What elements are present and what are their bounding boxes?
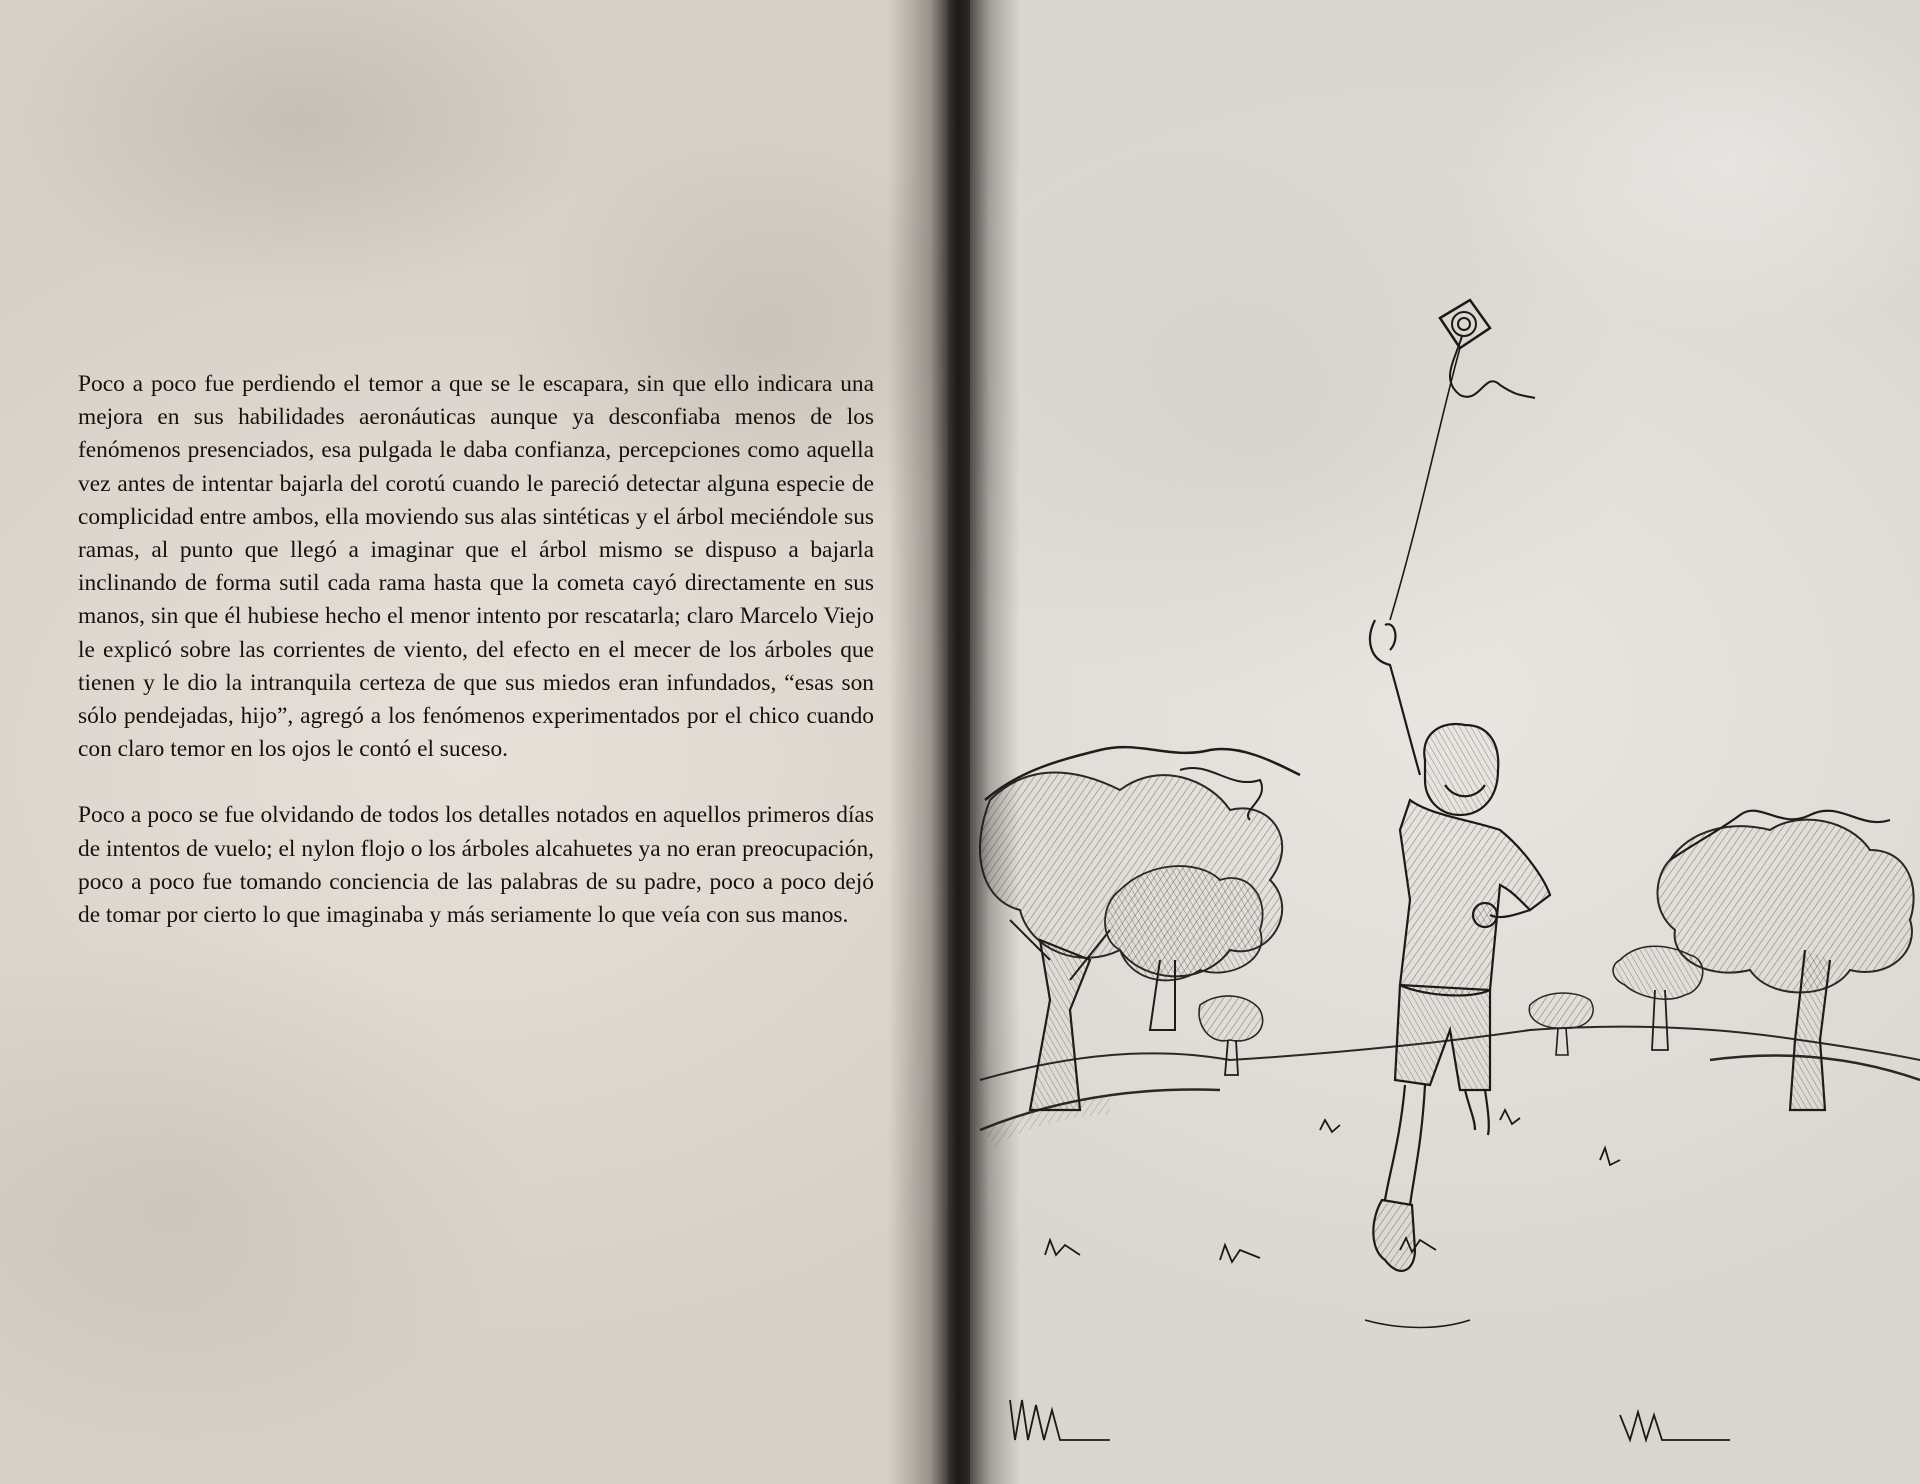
- boy: [1365, 620, 1550, 1328]
- book-gutter: [948, 0, 970, 1484]
- kite-boy-illustration: [970, 0, 1920, 1484]
- right-page: [970, 0, 1920, 1484]
- hills: [980, 1027, 1920, 1140]
- grass-tufts: [1010, 1110, 1730, 1440]
- right-trees: [1529, 811, 1913, 1110]
- paragraph-1: Poco a poco fue perdiendo el temor a que se le escapara, sin que ello indicara una mejora en sus habilidades aeronáuticas aunque ya desconfiaba menos de los fenómenos presenciados, esa pulgada le daba confianza, percepciones como aquella vez antes de intentar bajarla del corotú cuando le pareció detectar alguna especie de complicidad entre ambos, ella moviendo sus alas sintéticas y el árbol meciéndole sus ramas, al punto que llegó a imaginar que el árbol mismo se dispuso a bajarla inclinando de forma sutil cada rama hasta que la cometa cayó directamente en sus manos, sin que él hubiese hecho el menor intento por rescatarla; claro Marcelo Viejo le explicó sobre las corrientes de viento, del efecto en el mecer de los árboles que tienen y le dio la intranquila certeza de que sus miedos eran infundados, “esas son sólo pendejadas, hijo”, agregó a los fenómenos experimentados por el chico cuando con claro temor en los ojos le contó el suceso.: [78, 371, 874, 763]
- kite: [1390, 300, 1535, 620]
- text-block: [78, 368, 874, 965]
- paragraph-2: Poco a poco se fue olvidando de todos los detalles notados en aquellos primeros días de intentos de vuelo; el nylon flojo o los árboles alcahuetes ya no eran preocupación, poco a poco fue tomando conciencia de las palabras de su padre, poco a poco dejó de tomar por cierto lo que imaginaba y más seriamente lo que veía con sus manos.: [78, 802, 874, 929]
- left-page: [0, 0, 948, 1484]
- left-mid-trees: [1105, 866, 1263, 1075]
